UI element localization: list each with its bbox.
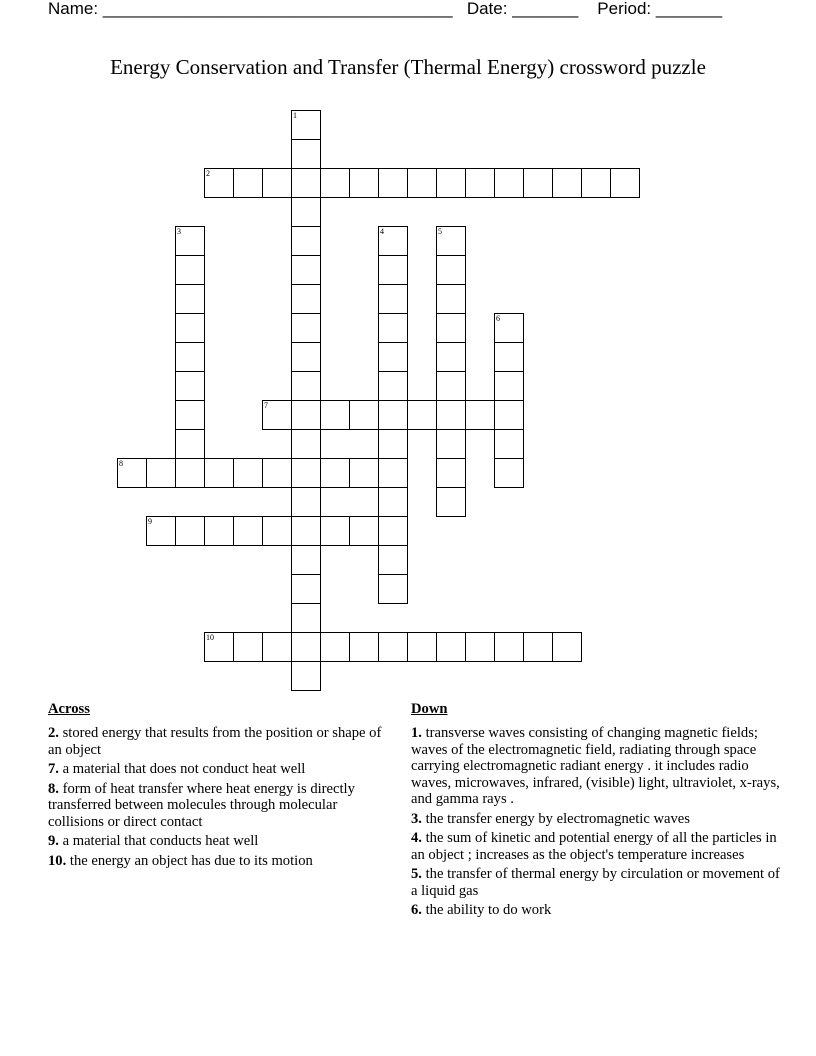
grid-cell[interactable]: [291, 168, 321, 198]
grid-cell[interactable]: [291, 574, 321, 604]
grid-cell[interactable]: [436, 429, 466, 459]
grid-cell[interactable]: [378, 371, 408, 401]
grid-cell[interactable]: [291, 545, 321, 575]
grid-cell[interactable]: [262, 168, 292, 198]
grid-cell[interactable]: [291, 342, 321, 372]
grid-cell[interactable]: [349, 632, 379, 662]
grid-cell[interactable]: [262, 516, 292, 546]
grid-cell[interactable]: [291, 139, 321, 169]
grid-cell[interactable]: [175, 255, 205, 285]
clue-text: the energy an object has due to its motion: [66, 852, 313, 869]
grid-cell[interactable]: [436, 255, 466, 285]
down-clue: [411, 830, 781, 863]
clue-number: 8: [119, 459, 123, 468]
grid-cell[interactable]: [175, 371, 205, 401]
grid-cell[interactable]: [407, 168, 437, 198]
grid-cell[interactable]: [494, 458, 524, 488]
grid-cell[interactable]: [523, 632, 553, 662]
grid-cell[interactable]: [494, 632, 524, 662]
clue-text: a material that conducts heat well: [58, 833, 259, 849]
student-info-header: [48, 0, 788, 20]
grid-cell[interactable]: [407, 632, 437, 662]
grid-cell[interactable]: [291, 197, 321, 227]
grid-cell[interactable]: [320, 632, 350, 662]
clue-text: the transfer of thermal energy by circulation or movement of a liquid gas: [411, 866, 780, 899]
across-clues: [48, 701, 393, 872]
name-label: Name:: [48, 0, 99, 18]
across-clue: [48, 781, 393, 831]
clue-number: 5: [438, 227, 442, 236]
grid-cell[interactable]: [175, 516, 205, 546]
period-blank: _______: [655, 0, 723, 18]
grid-cell[interactable]: [291, 110, 321, 140]
across-clue: [48, 853, 393, 870]
grid-cell[interactable]: [291, 661, 321, 691]
clue-text: the ability to do work: [421, 902, 552, 918]
grid-cell[interactable]: [175, 400, 205, 430]
down-clue: [411, 811, 781, 828]
grid-cell[interactable]: [378, 313, 408, 343]
grid-cell[interactable]: [117, 458, 147, 488]
grid-cell[interactable]: [291, 603, 321, 633]
grid-cell[interactable]: [291, 255, 321, 285]
grid-cell[interactable]: [233, 458, 263, 488]
grid-cell[interactable]: [291, 429, 321, 459]
clue-number: 3.: [411, 810, 422, 827]
grid-cell[interactable]: [436, 284, 466, 314]
grid-cell[interactable]: [320, 400, 350, 430]
clue-number: 6.: [411, 902, 422, 918]
grid-cell[interactable]: [494, 168, 524, 198]
grid-cell[interactable]: [291, 226, 321, 256]
down-clues: [411, 701, 781, 922]
grid-cell[interactable]: [262, 632, 292, 662]
grid-cell[interactable]: [291, 458, 321, 488]
grid-cell[interactable]: [262, 400, 292, 430]
grid-cell[interactable]: [378, 487, 408, 517]
grid-cell[interactable]: [320, 168, 350, 198]
down-clue: [411, 725, 781, 808]
grid-cell[interactable]: [349, 168, 379, 198]
down-clue: [411, 902, 781, 919]
down-heading: Down: [411, 701, 448, 717]
grid-cell[interactable]: [407, 400, 437, 430]
clue-number: 5.: [411, 866, 422, 882]
down-clue: [411, 866, 781, 899]
grid-cell[interactable]: [378, 545, 408, 575]
grid-cell[interactable]: [436, 342, 466, 372]
grid-cell[interactable]: [320, 458, 350, 488]
date-label: Date:: [466, 0, 508, 18]
puzzle-title: Energy Conservation and Transfer (Thermal Energy) crossword puzzle: [110, 55, 706, 79]
grid-cell[interactable]: [291, 487, 321, 517]
grid-cell[interactable]: [378, 516, 408, 546]
clue-number: 9: [148, 517, 152, 526]
grid-cell[interactable]: [494, 371, 524, 401]
clue-number: 1: [293, 111, 297, 120]
grid-cell[interactable]: [523, 168, 553, 198]
grid-cell[interactable]: [378, 400, 408, 430]
grid-cell[interactable]: [378, 168, 408, 198]
grid-cell[interactable]: [494, 313, 524, 343]
grid-cell[interactable]: [552, 632, 582, 662]
grid-cell[interactable]: [291, 313, 321, 343]
across-clue: [48, 833, 393, 850]
grid-cell[interactable]: [233, 168, 263, 198]
across-clue: [48, 725, 393, 758]
grid-cell[interactable]: [610, 168, 640, 198]
grid-cell[interactable]: [552, 168, 582, 198]
grid-cell[interactable]: [436, 226, 466, 256]
clue-number: 10: [206, 633, 214, 642]
clue-number: 9.: [48, 833, 59, 849]
clue-text: a material that does not conduct heat well: [58, 761, 306, 777]
grid-cell[interactable]: [378, 226, 408, 256]
grid-cell[interactable]: [436, 168, 466, 198]
grid-cell[interactable]: [175, 429, 205, 459]
clue-number: 4: [380, 227, 384, 236]
name-blank: _____________________________________: [102, 0, 453, 18]
clue-number: 2.: [48, 725, 59, 741]
grid-cell[interactable]: [175, 313, 205, 343]
grid-cell[interactable]: [494, 429, 524, 459]
clue-number: 7.: [48, 761, 59, 777]
grid-cell[interactable]: [175, 284, 205, 314]
grid-cell[interactable]: [378, 342, 408, 372]
grid-cell[interactable]: [378, 255, 408, 285]
clue-number: 4.: [411, 830, 422, 846]
clue-text: the transfer energy by electromagnetic waves: [421, 810, 690, 827]
grid-cell[interactable]: [349, 516, 379, 546]
grid-cell[interactable]: [262, 458, 292, 488]
clue-text: form of heat transfer where heat energy is directly transferred between molecules through molecular collisions or direct contact: [48, 780, 355, 830]
grid-cell[interactable]: [204, 458, 234, 488]
grid-cell[interactable]: [465, 632, 495, 662]
grid-cell[interactable]: [291, 632, 321, 662]
clue-number: 1.: [411, 725, 422, 741]
grid-cell[interactable]: [349, 458, 379, 488]
grid-cell[interactable]: [465, 168, 495, 198]
clue-number: 7: [264, 401, 268, 410]
grid-cell[interactable]: [465, 400, 495, 430]
grid-cell[interactable]: [291, 371, 321, 401]
clue-text: stored energy that results from the position or shape of an object: [48, 725, 382, 758]
across-heading: Across: [48, 701, 90, 717]
grid-cell[interactable]: [233, 632, 263, 662]
grid-cell[interactable]: [204, 168, 234, 198]
grid-cell[interactable]: [436, 371, 466, 401]
grid-cell[interactable]: [349, 400, 379, 430]
clue-text: the sum of kinetic and potential energy of all the particles in an object ; increases as the object's temperature increases: [411, 830, 777, 863]
grid-cell[interactable]: [175, 226, 205, 256]
grid-cell[interactable]: [494, 400, 524, 430]
grid-cell[interactable]: [494, 342, 524, 372]
grid-cell[interactable]: [581, 168, 611, 198]
clue-text: transverse waves consisting of changing magnetic fields; waves of the electromagnetic field, radiating through space carrying electromagnetic radiant energy . it includes radio waves, microwaves, infrared, (visible) light, ultraviolet, x-rays, and gamma rays .: [411, 725, 780, 807]
grid-cell[interactable]: [436, 458, 466, 488]
grid-cell[interactable]: [291, 284, 321, 314]
grid-cell[interactable]: [436, 400, 466, 430]
grid-cell[interactable]: [291, 400, 321, 430]
down-clue-list: [411, 725, 781, 919]
grid-cell[interactable]: [291, 516, 321, 546]
grid-cell[interactable]: [378, 632, 408, 662]
grid-cell[interactable]: [436, 313, 466, 343]
crossword-grid: [117, 110, 642, 693]
grid-cell[interactable]: [175, 458, 205, 488]
grid-cell[interactable]: [175, 342, 205, 372]
clue-number: 10.: [48, 852, 67, 869]
grid-cell[interactable]: [233, 516, 263, 546]
date-blank: _______: [512, 0, 579, 18]
across-clue: [48, 761, 393, 778]
grid-cell[interactable]: [378, 574, 408, 604]
clue-number: 6: [496, 314, 500, 323]
grid-cell[interactable]: [146, 516, 176, 546]
clue-number: 2: [206, 169, 210, 178]
grid-cell[interactable]: [204, 516, 234, 546]
grid-cell[interactable]: [378, 284, 408, 314]
grid-cell[interactable]: [436, 632, 466, 662]
clue-number: 8.: [48, 780, 59, 797]
across-clue-list: [48, 725, 393, 869]
period-label: Period:: [597, 0, 652, 18]
grid-cell[interactable]: [378, 429, 408, 459]
clue-number: 3: [177, 227, 181, 236]
grid-cell[interactable]: [204, 632, 234, 662]
grid-cell[interactable]: [146, 458, 176, 488]
grid-cell[interactable]: [378, 458, 408, 488]
grid-cell[interactable]: [436, 487, 466, 517]
grid-cell[interactable]: [320, 516, 350, 546]
